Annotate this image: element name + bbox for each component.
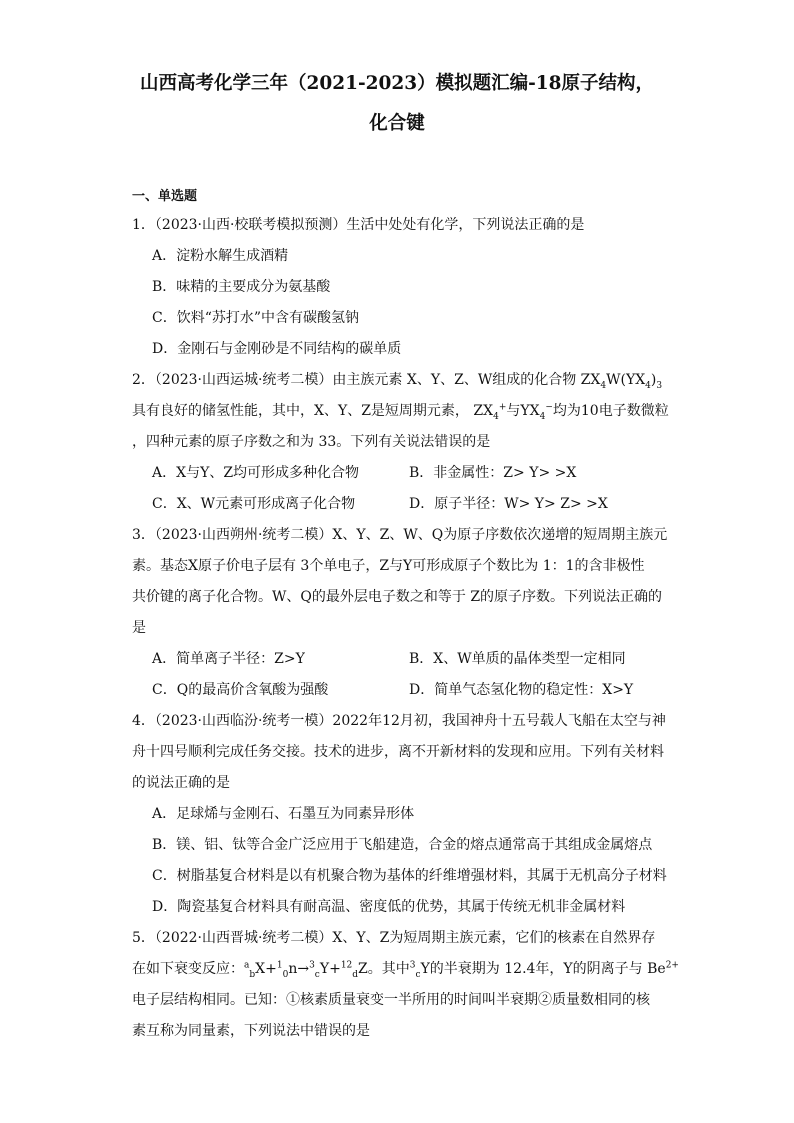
q3-stem-line-4: 是 (132, 620, 146, 636)
ion-zx4-plus: $ZX_4^+$ (473, 402, 507, 422)
q2-stem-line-1: 2．（2023·山西运城·统考二模）由主族元素 X、Y、Z、W组成的化合物 $ZX_4W(YX_4)_3$ (132, 372, 663, 391)
q2-option-c: C．X、W元素可形成离子化合物 (152, 496, 356, 512)
q2-option-a: A．X与Y、Z均可形成多种化合物 (152, 465, 360, 481)
q1-option-d: D．金刚石与金刚砂是不同结构的碳单质 (152, 341, 402, 357)
q3-stem-line-3: 共价键的离子化合物。W、Q的最外层电子数之和等于 Z的原子序数。下列说法正确的 (132, 589, 663, 605)
q4-stem-line-1: 4．（2023·山西临汾·统考一模）2022年12月初，我国神舟十五号载人飞船在太空与神 (132, 713, 666, 729)
q1-option-b: B．味精的主要成分为氨基酸 (152, 279, 331, 295)
q3-options-cd (132, 675, 666, 706)
q1-option-a: A．淀粉水解生成酒精 (152, 248, 289, 264)
section-heading: 一、单选题 (132, 189, 198, 204)
q4-option-b: B．镁、铝、钛等合金广泛应用于飞船建造，合金的熔点通常高于其组成金属熔点 (152, 837, 653, 853)
q3-options-ab (132, 644, 666, 675)
q5-stem-line-3: 电子层结构相同。已知：①核素质量衰变一半所用的时间叫半衰期②质量数相同的核 (132, 992, 650, 1008)
q5-stem-line-1: 5．（2022·山西晋城·统考二模）X、Y、Z为短周期主族元素，它们的核素在自然界存 (132, 930, 656, 946)
title-line-1: 山西高考化学三年（2021-2023）模拟题汇编-18原子结构， (139, 73, 655, 94)
q4-stem-line-2: 舟十四号顺利完成任务交接。技术的进步，离不开新材料的发现和应用。下列有关材料 (132, 744, 664, 760)
q3-option-b: B．X、W单质的晶体类型一定相同 (409, 651, 626, 667)
q2-option-b: B．非金属性：Z> Y> >X (409, 465, 577, 481)
q2-stem-line-3: ，四种元素的原子序数之和为 33。下列有关说法错误的是 (132, 434, 491, 450)
title-line-2: 化合键 (369, 113, 425, 134)
q4-option-d: D．陶瓷基复合材料具有耐高温、密度低的优势，其属于传统无机非金属材料 (152, 899, 626, 915)
q4-stem-line-3: 的说法正确的是 (132, 775, 230, 791)
q2-options-ab (132, 458, 666, 489)
q3-stem-line-1: 3．（2023·山西朔州·统考二模）X、Y、Z、W、Q为原子序数依次递增的短周期主族元 (132, 527, 668, 543)
q3-option-c: C．Q的最高价含氧酸为强酸 (152, 682, 329, 698)
document-title (60, 64, 734, 144)
q4-option-c: C．树脂基复合材料是以有机聚合物为基体的纤维增强材料，其属于无机高分子材料 (152, 868, 667, 884)
q1-option-c: C．饮料“苏打水”中含有碳酸氢钠 (152, 310, 360, 326)
q3-option-d: D．简单气态氢化物的稳定性：X>Y (409, 682, 634, 698)
q2-stem-line-2: 具有良好的储氢性能，其中，X、Y、Z是短周期元素， $ZX_4^+$与$YX_4^-$均为10电子数微粒 (132, 402, 669, 422)
ion-yx4-minus: $YX_4^-$ (520, 402, 553, 422)
q2-options-cd (132, 489, 666, 520)
question-list (132, 210, 679, 1047)
q2-option-d: D．原子半径：W> Y> Z> >X (409, 496, 608, 512)
q3-option-a: A．简单离子半径：Z>Y (152, 651, 305, 667)
q5-stem-line-2: 在如下衰变反应：$^a_b$X+$^1_0$n→$^3_c$Y+$^{12}_d$Z。其中$^3_c$Y的半衰期为 12.4年，Y的阴离子与 $Be^{2+}$ (132, 960, 679, 980)
q1-stem: 1．（2023·山西·校联考模拟预测）生活中处处有化学，下列说法正确的是 (132, 217, 585, 233)
q5-stem-line-4: 素互称为同量素，下列说法中错误的是 (132, 1023, 370, 1039)
q3-stem-line-2: 素。基态X原子价电子层有 3个单电子，Z与Y可形成原子个数比为 1：1的含非极性 (132, 558, 645, 574)
q4-option-a: A．足球烯与金刚石、石墨互为同素异形体 (152, 806, 415, 822)
